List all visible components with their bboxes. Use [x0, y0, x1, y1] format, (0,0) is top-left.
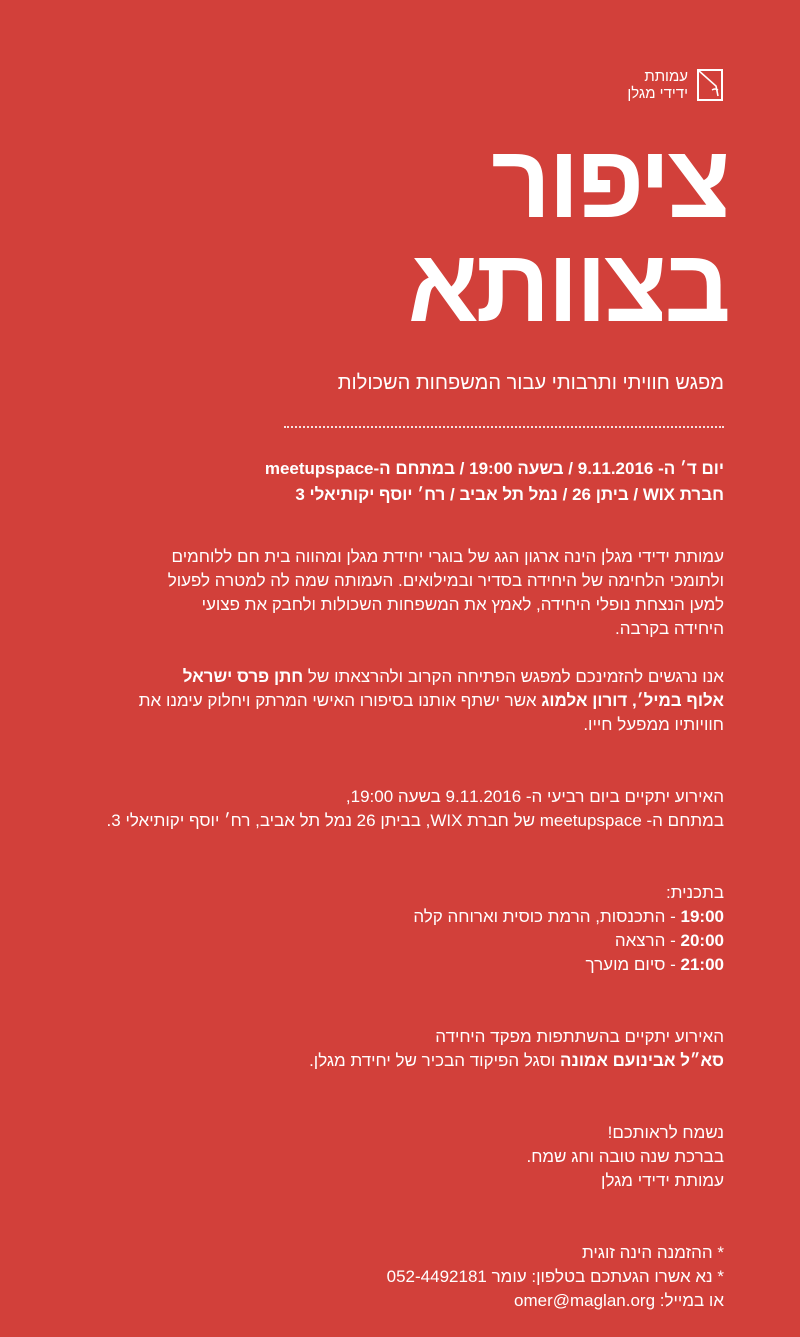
logo [627, 68, 724, 102]
notes-paragraph [64, 1241, 724, 1313]
schedule-item [64, 953, 724, 977]
event-details-line-1: יום ד׳ ה- 9.11.2016 / בשעה 19:00 / במתחם ה-meetupspace [264, 459, 724, 478]
logo-line-2: ידידי מגלן [627, 85, 688, 102]
schedule-text: - התכנסות, הרמת כוסית וארוחה קלה [413, 907, 681, 926]
closing-line: בברכת שנה טובה וחג שמח. [526, 1147, 724, 1166]
participation-paragraph [64, 1025, 724, 1073]
schedule [64, 881, 724, 977]
commander-name: סא״ל אבינועם אמונה [560, 1051, 724, 1070]
speaker-name: אלוף במיל׳, דורון אלמוג [541, 691, 724, 710]
intro-line: עמותת ידידי מגלן הינה ארגון הגג של בוגרי יחידת מגלן ומהווה בית חם ללוחמים [171, 547, 724, 566]
schedule-time: 21:00 [680, 955, 724, 974]
schedule-heading: בתכנית: [666, 883, 724, 902]
closing-line: עמותת ידידי מגלן [601, 1171, 724, 1190]
invite-pre: אנו נרגשים להזמינכם למפגש הפתיחה הקרוב ולהרצאתו של [303, 667, 724, 686]
dotted-divider [284, 426, 724, 428]
participation-line: האירוע יתקיים בהשתתפות מפקד היחידה [435, 1027, 724, 1046]
note-line: * ההזמנה הינה זוגית [581, 1243, 724, 1262]
contact-email: או במייל: omer@maglan.org [514, 1291, 724, 1310]
title-line-1: ציפור [491, 124, 728, 240]
invitation-body [64, 545, 724, 1337]
participation-rest: וסגל הפיקוד הבכיר של יחידת מגלן. [309, 1051, 561, 1070]
intro-line: ולתומכי הלחימה של היחידה בסדיר ובמילואים. העמותה שמה לה למטרה לפעול [167, 571, 724, 590]
closing-paragraph [64, 1121, 724, 1193]
subtitle: מפגש חוויתי ותרבותי עבור המשפחות השכולות [337, 372, 724, 394]
invite-line [64, 689, 724, 713]
invite-line: חוויותיו ממפעל חייו. [583, 715, 724, 734]
event-details [265, 456, 724, 508]
intro-line: היחידה בקרבה. [615, 619, 724, 638]
location-paragraph [64, 785, 724, 833]
schedule-time: 20:00 [680, 931, 724, 950]
participation-line [64, 1049, 724, 1073]
schedule-text: - סיום מוערך [585, 955, 681, 974]
schedule-item [64, 929, 724, 953]
schedule-item [64, 905, 724, 929]
schedule-time: 19:00 [680, 907, 724, 926]
logo-bird-icon [696, 68, 724, 102]
invite-paragraph [64, 665, 724, 737]
location-line: במתחם ה- meetupspace של חברת WIX, בביתן 26 נמל תל אביב, רח׳ יוסף יקותיאלי 3. [106, 811, 724, 830]
logo-text [627, 68, 688, 102]
logo-line-1: עמותת [644, 68, 688, 85]
page-title [407, 124, 728, 344]
closing-line: נשמח לראותכם! [607, 1123, 724, 1142]
invite-post: אשר ישתף אותנו בסיפורו האישי המרתק ויחלוק עימנו את [138, 691, 542, 710]
honoree-title: חתן פרס ישראל [182, 667, 304, 686]
title-line-2: בצוותא [407, 228, 728, 344]
event-details-line-2: חברת WIX / ביתן 26 / נמל תל אביב / רח׳ יוסף יקותיאלי 3 [295, 485, 724, 504]
schedule-text: - הרצאה [614, 931, 681, 950]
contact-phone: * נא אשרו הגעתכם בטלפון: עומר 052-4492181 [386, 1267, 724, 1286]
location-line: האירוע יתקיים ביום רביעי ה- 9.11.2016 בשעה 19:00, [345, 787, 724, 806]
intro-line: למען הנצחת נופלי היחידה, לאמץ את המשפחות השכולות ולחבק את פצועי [201, 595, 724, 614]
intro-paragraph [64, 545, 724, 641]
